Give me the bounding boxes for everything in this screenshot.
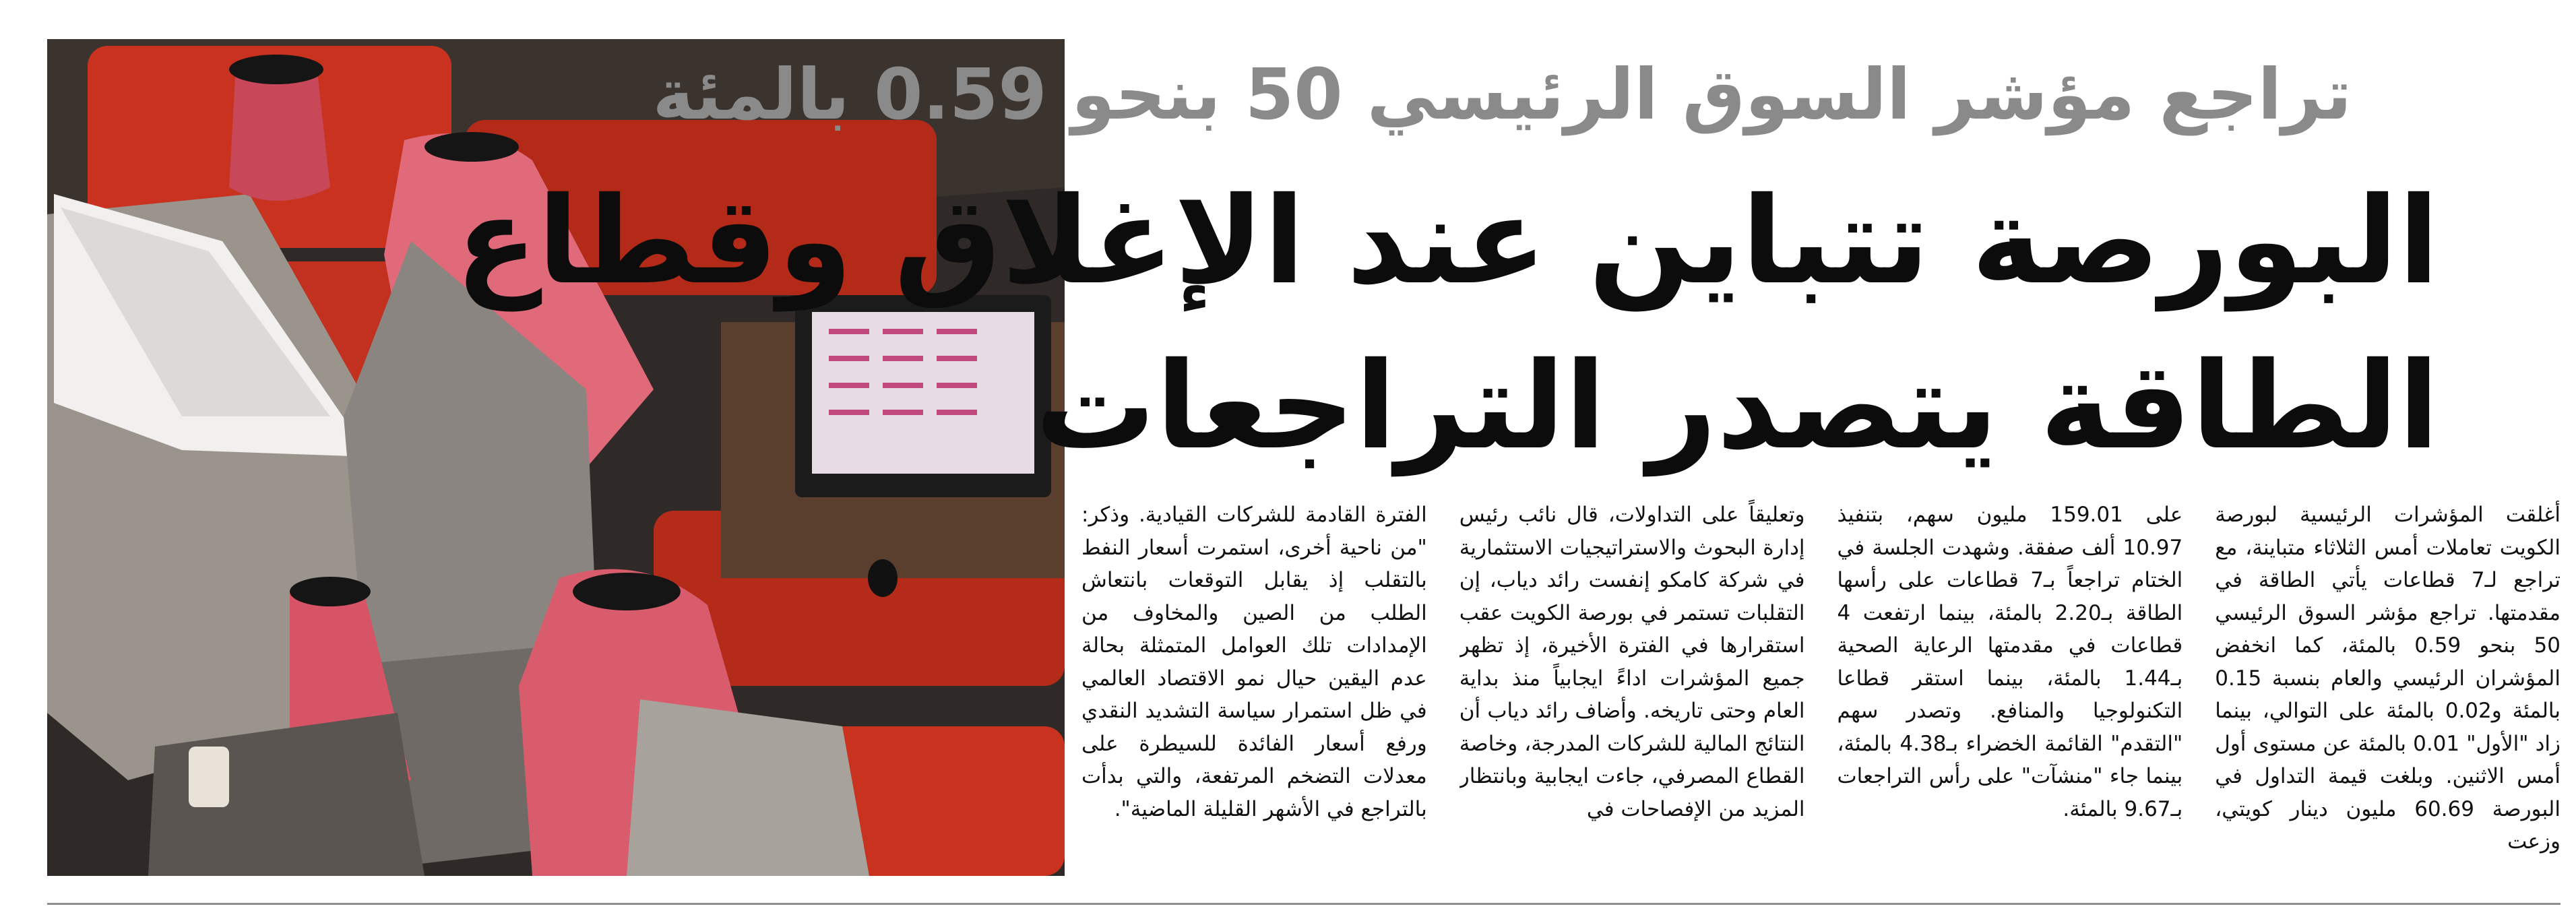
column-text: الفترة القادمة للشركات القيادية. وذكر: "من ناحية أخرى، استمرت أسعار النفط بالتقلب إذ يقابل التوقعات بانتعاش الطلب من الصين والمخاوف من الإمدادات تلك العوامل المتمثلة بحالة عدم اليقين حيال نمو الاقتصاد العالمي في ظل استمرار سياسة التشديد النقدي ورفع أسعار الفائدة للسيطرة على معدلات التضخم المرتفعة، والتي بدأت بالتراجع في الأشهر القليلة الماضية". xyxy=(1081,503,1427,821)
column-text: وتعليقاً على التداولات، قال نائب رئيس إدارة البحوث والاستراتيجيات الاستثمارية في شركة كامكو إنفست رائد دياب، إن التقلبات تستمر في بورصة الكويت عقب استقرارها في الفترة الأخيرة، إذ تظهر جميع المؤشرات اداءً ايجابياً منذ بداية العام وحتى تاريخه. وأضاف رائد دياب أن النتائج المالية للشركات المدرجة، وخاصة القطاع المصرفي، جاءت ايجابية وبانتظار المزيد من الإفصاحات في xyxy=(1459,503,1805,821)
article-kicker: تراجع مؤشر السوق الرئيسي 50 بنحو 0.59 بالمئة xyxy=(652,53,2352,135)
headline-line-1: البورصة تتباين عند الإغلاق وقطاع xyxy=(455,171,2439,311)
article-body xyxy=(1081,499,2561,896)
article-column-2 xyxy=(1837,499,2183,896)
column-text: أغلقت المؤشرات الرئيسية لبورصة الكويت تعاملات أمس الثلاثاء متباينة، مع تراجع لـ7 قطاعات يأتي الطاقة في مقدمتها. تراجع مؤشر السوق الرئيسي 50 بنحو 0.59 بالمئة، كما انخفض المؤشران الرئيسي والعام بنسبة 0.15 بالمئة و0.02 بالمئة على التوالي، بينما زاد "الأول" 0.01 بالمئة عن مستوى أول أمس الاثنين. وبلغت قيمة التداول في البورصة 60.69 مليون دينار كويتي، وزعت xyxy=(2215,503,2561,854)
column-text: على 159.01 مليون سهم، بتنفيذ 10.97 ألف صفقة. وشهدت الجلسة في الختام تراجعاً بـ7 قطاعات على رأسها الطاقة بـ2.20 بالمئة، بينما ارتفعت 4 قطاعات في مقدمتها الرعاية الصحية بـ1.44 بالمئة، بينما استقر قطاعا التكنولوجيا والمنافع. وتصدر سهم "التقدم" القائمة الخضراء بـ4.38 بالمئة، بينما جاء "منشآت" على رأس التراجعات بـ9.67 بالمئة. xyxy=(1837,503,2183,821)
bottom-divider xyxy=(47,903,2561,905)
article-column-4 xyxy=(1081,499,1427,896)
article-column-3 xyxy=(1459,499,1805,896)
article-headline xyxy=(455,158,2439,488)
headline-line-2: الطاقة يتصدر التراجعات xyxy=(1035,336,2439,476)
article-column-1 xyxy=(2215,499,2561,896)
